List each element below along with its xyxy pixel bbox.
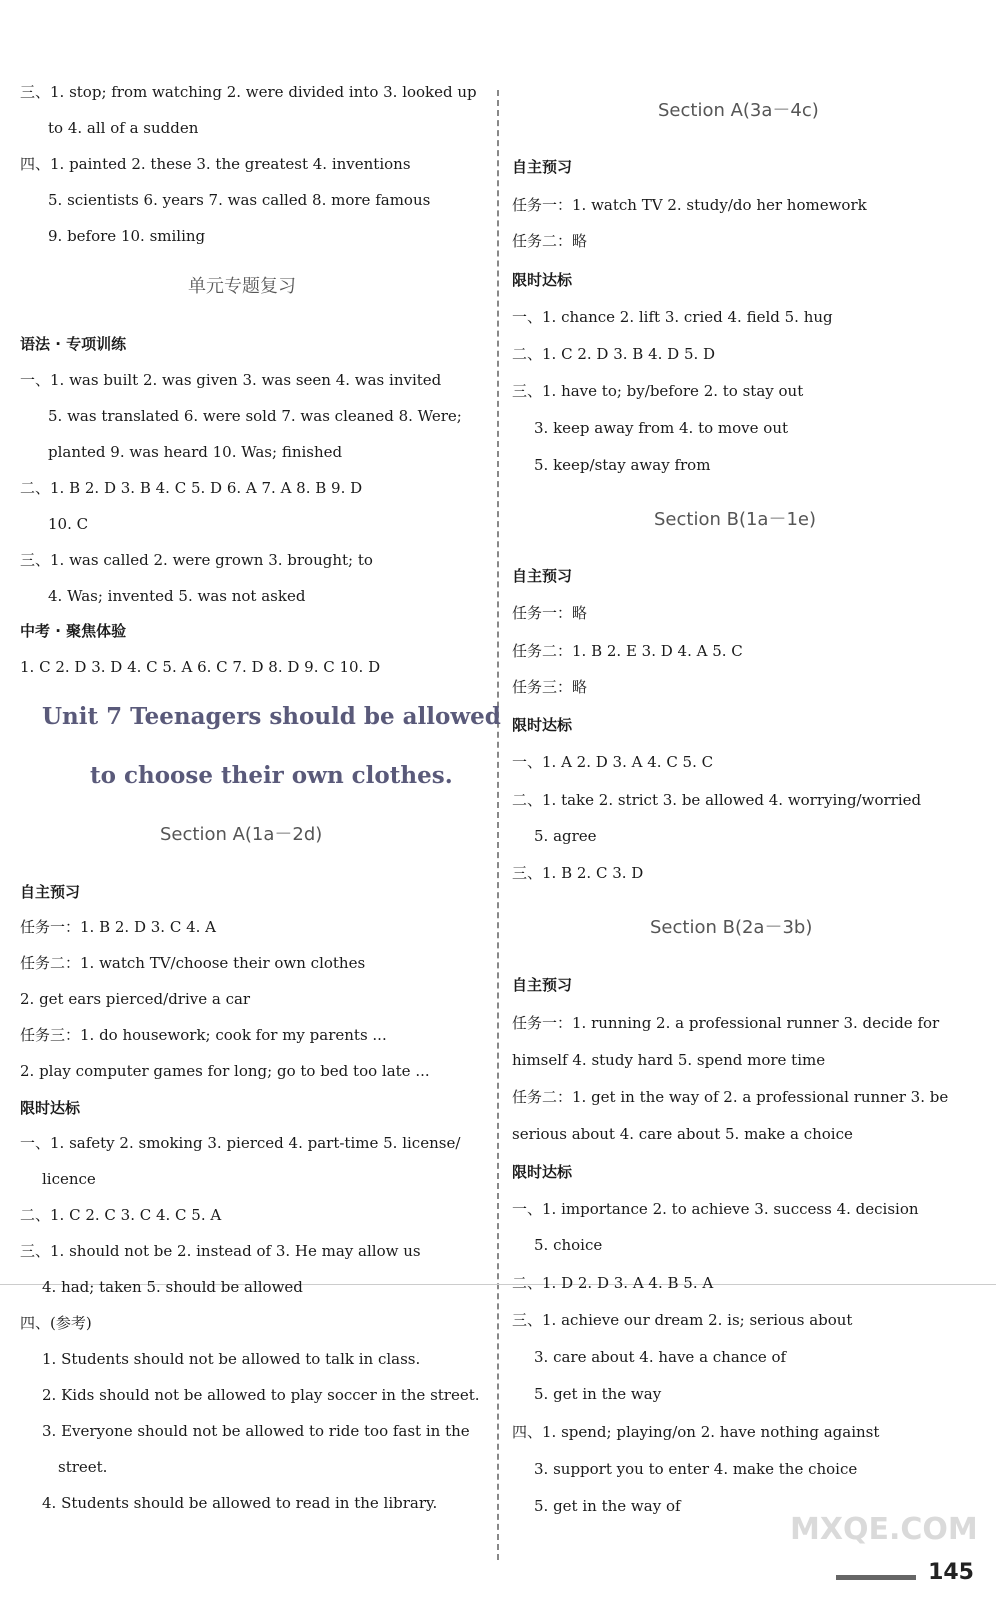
answer-line: 3. care about 4. have a chance of (534, 1348, 787, 1366)
answer-line: serious about 4. care about 5. make a choice (512, 1125, 853, 1143)
answer-line: 四、1. painted 2. these 3. the greatest 4. inventions (20, 155, 411, 173)
answer-line: 3. keep away from 4. to move out (534, 419, 789, 437)
section-heading: Section A(1a－2d) (160, 824, 323, 845)
watermark: MXQE.COM (790, 1512, 978, 1547)
preview-heading: 自主预习 (512, 158, 573, 176)
answer-line: 三、1. was called 2. were grown 3. brought; to (20, 551, 373, 569)
answer-line: 任务一：略 (512, 604, 588, 622)
answer-line: 三、1. stop; from watching 2. were divided into 3. looked up (20, 83, 477, 101)
answer-line: to 4. all of a sudden (48, 119, 199, 137)
answer-line: 二、1. take 2. strict 3. be allowed 4. worrying/worried (512, 791, 922, 809)
answer-line: 一、1. chance 2. lift 3. cried 4. field 5. hug (512, 308, 833, 326)
answer-line: 三、1. have to; by/before 2. to stay out (512, 382, 804, 400)
answer-line: 任务二：略 (512, 232, 588, 250)
answer-line: 5. get in the way of (534, 1497, 681, 1515)
column-divider (497, 90, 499, 1560)
answer-line: 任务一：1. watch TV 2. study/do her homework (512, 196, 867, 214)
answer-line: 一、1. safety 2. smoking 3. pierced 4. part-time 5. license/ (20, 1134, 461, 1152)
answer-line: 一、1. was built 2. was given 3. was seen 4. was invited (20, 371, 442, 389)
time-limit-heading: 限时达标 (512, 1163, 573, 1181)
answer-line: 四、(参考) (20, 1314, 92, 1332)
answer-line: 5. get in the way (534, 1385, 662, 1403)
answer-line: 3. Everyone should not be allowed to ride too fast in the (42, 1422, 470, 1440)
answer-line: 10. C (48, 515, 89, 533)
answer-line: 三、1. B 2. C 3. D (512, 864, 644, 882)
answer-line: 任务三：略 (512, 678, 588, 696)
grammar-heading: 语法 · 专项训练 (20, 335, 127, 353)
preview-heading: 自主预习 (512, 976, 573, 994)
answer-line: 1. C 2. D 3. D 4. C 5. A 6. C 7. D 8. D 9. C 10. D (20, 658, 381, 676)
unit-review-heading: 单元专题复习 (188, 276, 296, 297)
answer-line: 一、1. A 2. D 3. A 4. C 5. C (512, 753, 714, 771)
unit-title-line-1: Unit 7 Teenagers should be allowed (42, 703, 501, 730)
answer-line: 2. get ears pierced/drive a car (20, 990, 251, 1008)
answer-line: himself 4. study hard 5. spend more time (512, 1051, 826, 1069)
answer-line: 二、1. C 2. D 3. B 4. D 5. D (512, 345, 716, 363)
time-limit-heading: 限时达标 (20, 1099, 81, 1117)
answer-line: 任务二：1. watch TV/choose their own clothes (20, 954, 366, 972)
answer-line: 任务三：1. do housework; cook for my parents ... (20, 1026, 387, 1044)
section-heading: Section A(3a－4c) (658, 100, 819, 121)
answer-line: 二、1. D 2. D 3. A 4. B 5. A (512, 1274, 714, 1292)
answer-line: 2. play computer games for long; go to bed too late ... (20, 1062, 430, 1080)
time-limit-heading: 限时达标 (512, 716, 573, 734)
answer-line: 四、1. spend; playing/on 2. have nothing against (512, 1423, 880, 1441)
answer-line: 9. before 10. smiling (48, 227, 206, 245)
answer-line: 4. Students should be allowed to read in the library. (42, 1494, 438, 1512)
answer-line: planted 9. was heard 10. Was; finished (48, 443, 343, 461)
page-number-bar (836, 1575, 916, 1580)
answer-line: street. (58, 1458, 108, 1476)
answer-line: 4. had; taken 5. should be allowed (42, 1278, 303, 1296)
time-limit-heading: 限时达标 (512, 271, 573, 289)
answer-line: 1. Students should not be allowed to talk in class. (42, 1350, 421, 1368)
exam-heading: 中考 · 聚焦体验 (20, 622, 127, 640)
answer-line: 三、1. should not be 2. instead of 3. He may allow us (20, 1242, 421, 1260)
answer-line: 2. Kids should not be allowed to play soccer in the street. (42, 1386, 480, 1404)
answer-line: 3. support you to enter 4. make the choice (534, 1460, 858, 1478)
answer-line: 5. agree (534, 827, 597, 845)
answer-line: 任务一：1. running 2. a professional runner 3. decide for (512, 1014, 940, 1032)
page-number: 145 (928, 1560, 974, 1585)
section-heading: Section B(1a－1e) (654, 509, 816, 530)
answer-line: licence (42, 1170, 96, 1188)
answer-line: 二、1. C 2. C 3. C 4. C 5. A (20, 1206, 222, 1224)
answer-line: 5. choice (534, 1236, 603, 1254)
answer-line: 任务二：1. B 2. E 3. D 4. A 5. C (512, 642, 743, 660)
answer-line: 三、1. achieve our dream 2. is; serious about (512, 1311, 853, 1329)
unit-title-line-2: to choose their own clothes. (90, 762, 453, 789)
section-heading: Section B(2a－3b) (650, 917, 813, 938)
answer-line: 5. scientists 6. years 7. was called 8. more famous (48, 191, 431, 209)
preview-heading: 自主预习 (20, 883, 81, 901)
answer-line: 二、1. B 2. D 3. B 4. C 5. D 6. A 7. A 8. B 9. D (20, 479, 363, 497)
answer-line: 4. Was; invented 5. was not asked (48, 587, 306, 605)
answer-line: 一、1. importance 2. to achieve 3. success 4. decision (512, 1200, 919, 1218)
answer-line: 任务一：1. B 2. D 3. C 4. A (20, 918, 216, 936)
answer-line: 任务二：1. get in the way of 2. a professional runner 3. be (512, 1088, 949, 1106)
answer-line: 5. keep/stay away from (534, 456, 711, 474)
answer-line: 5. was translated 6. were sold 7. was cleaned 8. Were; (48, 407, 462, 425)
preview-heading: 自主预习 (512, 567, 573, 585)
